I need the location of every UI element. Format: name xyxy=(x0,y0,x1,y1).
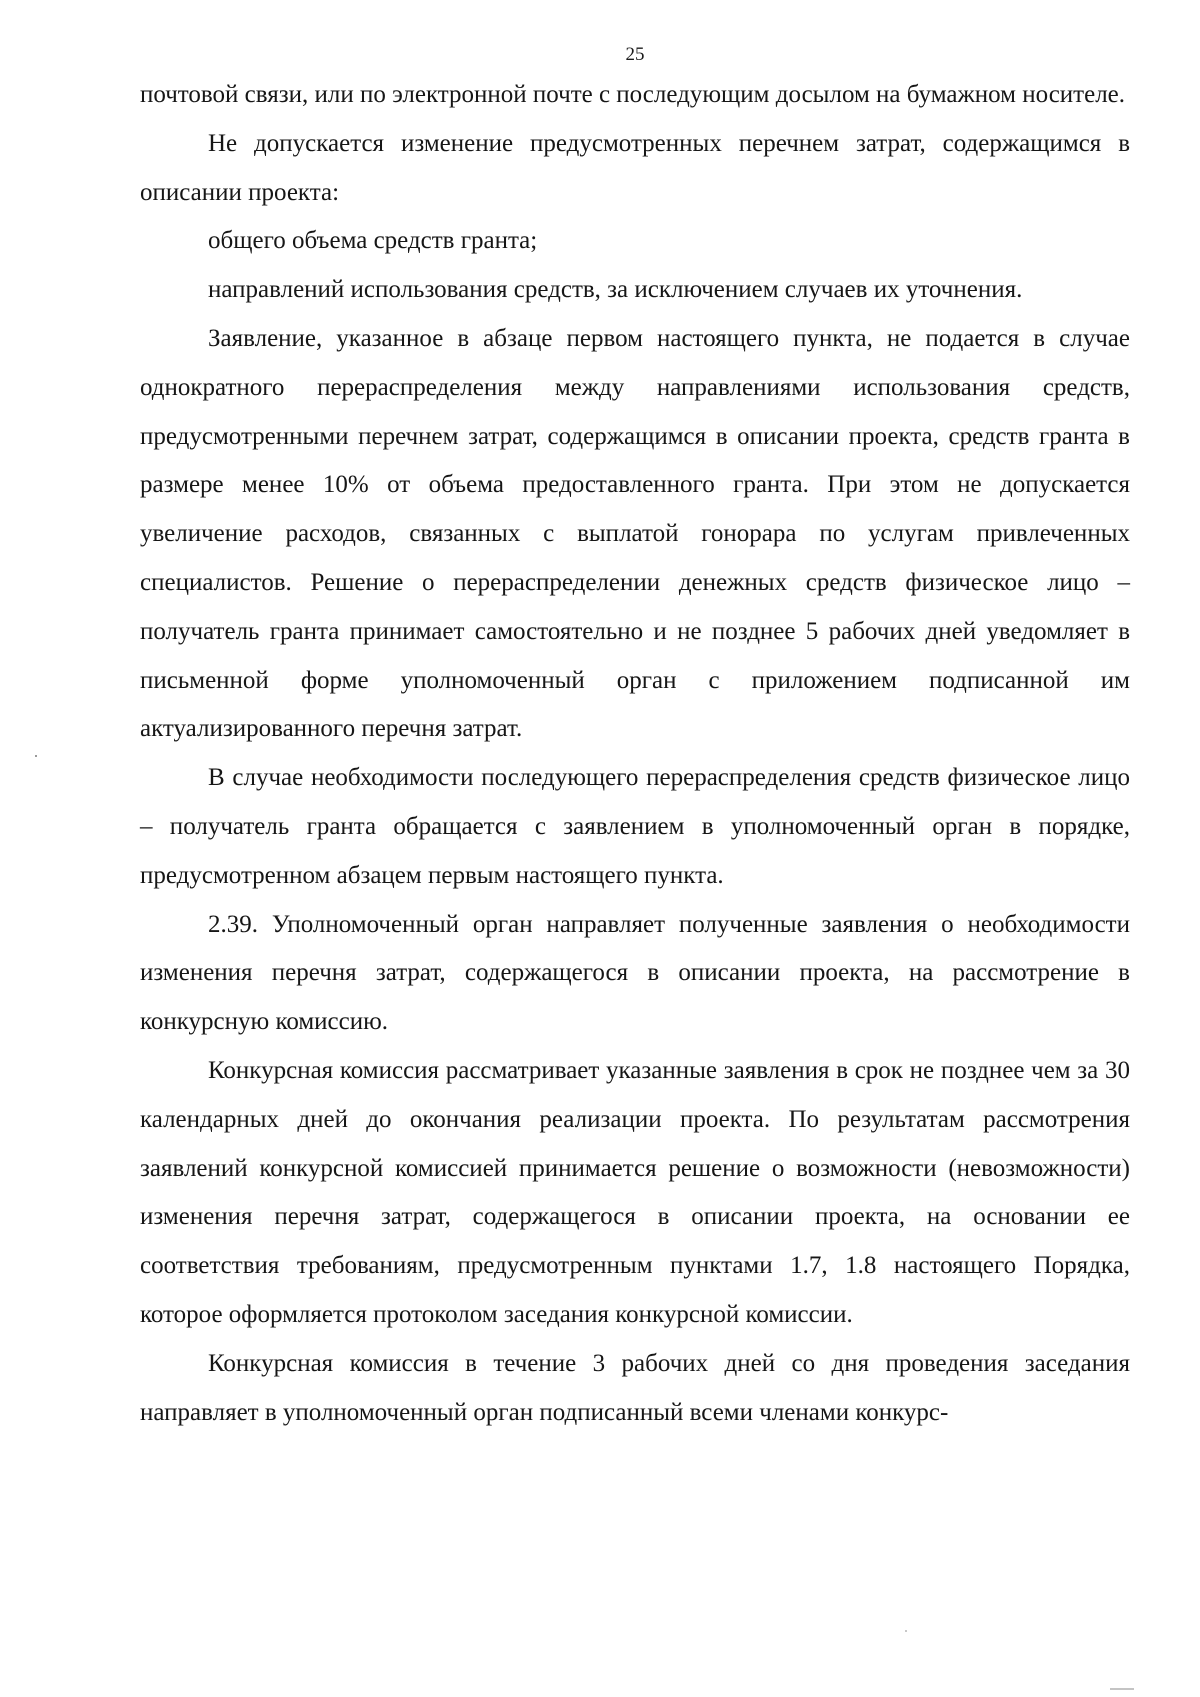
page-number: 25 xyxy=(625,44,645,65)
paragraph-continuation: почтовой связи, или по электронной почте с последующим досылом на бумажном носителе. xyxy=(140,81,1126,108)
paragraph-commission-review: Конкурсная комиссия рассматривает указанные заявления в срок не позднее чем за 30 календарных дней до окончания реализации проекта. По результатам рассмотрения заявлений конкурсной комиссией принимается решение о возможности (невозможности) изменения перечня затрат, содержащегося в описании проекта, на основании ее соответствия требованиям, предусмотренным пунктами 1.7, 1.8 настоящего Порядка, которое оформляется протоколом заседания конкурсной комиссии. xyxy=(140,1056,1130,1328)
paragraph-grant-volume: общего объема средств гранта; xyxy=(208,227,538,255)
paragraph-usage-directions: направлений использования средств, за исключением случаев их уточнения. xyxy=(208,276,1023,304)
paragraph-subsequent-redistribution: В случае необходимости последующего перераспределения средств физическое лицо – получатель гранта обращается с заявлением в уполномоченный орган в порядке, предусмотренном абзацем первым настоящего пункта. xyxy=(140,764,1130,889)
scan-artifact-bottom-mid xyxy=(905,1630,907,1632)
scan-artifact-left xyxy=(35,755,37,757)
paragraph-cost-change-restriction: Не допускается изменение предусмотренных перечнем затрат, содержащимся в описании проекта: xyxy=(140,129,1130,206)
scan-artifact-bottom xyxy=(1110,1688,1134,1690)
paragraph-clause-2-39: 2.39. Уполномоченный орган направляет полученные заявления о необходимости изменения перечня затрат, содержащегося в описании проекта, на рассмотрение в конкурсную комиссию. xyxy=(140,910,1130,1036)
document-body xyxy=(140,71,1130,1437)
paragraph-commission-protocol: Конкурсная комиссия в течение 3 рабочих дней со дня проведения заседания направляет в уполномоченный орган подписанный всеми членами конкурс- xyxy=(140,1349,1130,1426)
paragraph-redistribution: Заявление, указанное в абзаце первом настоящего пункта, не подается в случае однократного перераспределения между направлениями использования средств, предусмотренными перечнем затрат, содержащимся в описании проекта, средств гранта в размере менее 10% от объема предоставленного гранта. При этом не допускается увеличение расходов, связанных с выплатой гонорара по услугам привлеченных специалистов. Решение о перераспределении денежных средств физическое лицо – получатель гранта принимает самостоятельно и не позднее 5 рабочих дней уведомляет в письменной форме уполномоченный орган с приложением подписанной им актуализированного перечня затрат. xyxy=(140,324,1130,743)
